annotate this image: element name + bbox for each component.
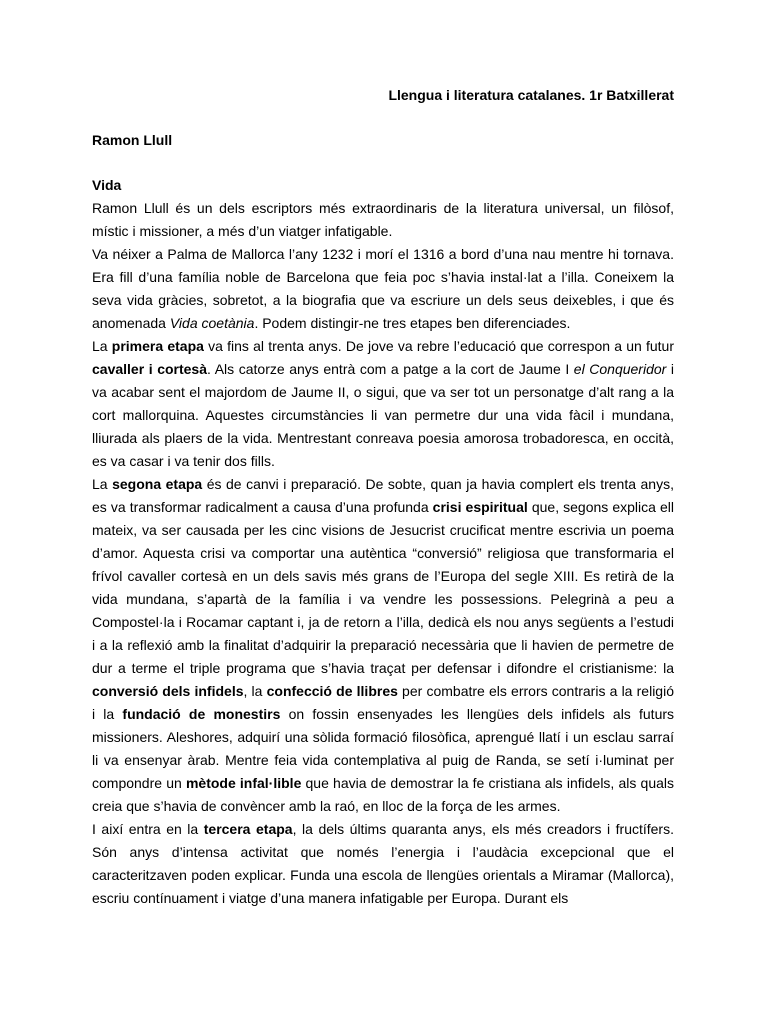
bold-term: tercera etapa bbox=[203, 821, 293, 837]
text-run: I així entra en la bbox=[92, 821, 204, 837]
paragraph bbox=[92, 818, 674, 910]
text-run: Ramon Llull és un dels escriptors més extraordinaris de la literatura universal, un filòsof, místic i missioner, a més d’un viatger infatigable. bbox=[92, 200, 674, 239]
paragraph bbox=[92, 473, 674, 818]
text-run: . Als catorze anys entrà com a patge a la cort de Jaume I bbox=[207, 361, 574, 377]
text-run: Va néixer a Palma de Mallorca l’any 1232 i morí el 1316 a bord d’una nau mentre hi tornava. Era fill d’una família noble de Barcelona que feia poc s’havia instal·lat a l’illa. Coneixem la seva vida gràcies, sobretot, a la biografia que va escriure un dels seus deixebles, i que és anomenada bbox=[92, 246, 674, 331]
text-run: on fossin ensenyades les llengües dels infidels als futurs missioners. Aleshores, adquirí una sòlida formació filosòfica, aprengué llatí i un esclau sarraí li va ensenyar àrab. Mentre feia vida contemplativa al puig de Randa, se setí i·luminat per compondre un bbox=[92, 706, 675, 791]
course-header: Llengua i literatura catalanes. 1r Batxillerat bbox=[388, 87, 674, 103]
document-page bbox=[92, 84, 674, 910]
text-run: va fins al trenta anys. De jove va rebre l’educació que correspon a un futur bbox=[203, 338, 674, 354]
text-run: La bbox=[92, 476, 113, 492]
bold-term: segona etapa bbox=[112, 476, 203, 492]
author-title: Ramon Llull bbox=[92, 132, 173, 148]
bold-term: mètode infal·lible bbox=[185, 775, 302, 791]
bold-term: primera etapa bbox=[111, 338, 204, 354]
section-title-vida: Vida bbox=[92, 177, 122, 193]
text-run: La bbox=[92, 338, 112, 354]
text-run: i va acabar sent el majordom de Jaume II, o sigui, que va ser tot un personatge d’alt rang a la cort mallorquina. Aquestes circumstàncies li van permetre dur una vida fàcil i mundana, lliurada als plaers de la vida. Mentrestant conreava poesia amorosa trobadoresca, en occità, es va casar i va tenir dos fills. bbox=[92, 361, 675, 469]
text-run: , la bbox=[243, 683, 267, 699]
italic-term: Vida coetània bbox=[169, 315, 255, 331]
text-run: que havia de demostrar la fe cristiana als infidels, als quals creia que s’havia de convèncer amb la raó, en lloc de la força de les armes. bbox=[92, 775, 675, 814]
text-run: que, segons explica ell mateix, va ser causada per les cinc visions de Jesucrist crucificat mentre escrivia un poema d’amor. Aquesta crisi va comportar una autèntica “conversió” religiosa que transformaria el frívol cavaller cortesà en un dels savis més grans de l’Europa del segle XIII. Es retirà de la vida mundana, s’apartà de la família i va vendre les possessions. Pelegrinà a peu a Compostel·la i Rocamar captant i, ja de retorn a l’illa, dedicà els nou anys següents a l’estudi i a la reflexió amb la finalitat d’adquirir la preparació necessària que li havien de permetre de dur a terme el triple programa que s’havia traçat per defensar i difondre el cristianisme: la bbox=[92, 499, 675, 676]
paragraph bbox=[92, 197, 674, 243]
bold-term: crisi espiritual bbox=[432, 499, 528, 515]
text-run: és de canvi i preparació. De sobte, quan ja havia complert els trenta anys, es va transformar radicalment a causa d’una profunda bbox=[92, 476, 674, 515]
text-run: . Podem distingir-ne tres etapes ben diferenciades. bbox=[254, 315, 571, 331]
italic-term: el Conqueridor bbox=[573, 361, 667, 377]
bold-term: fundació de monestirs bbox=[122, 706, 281, 722]
paragraph bbox=[92, 335, 674, 473]
paragraph bbox=[92, 243, 674, 335]
bold-term: confecció de llibres bbox=[266, 683, 398, 699]
bold-term: conversió dels infidels bbox=[92, 683, 244, 699]
bold-term: cavaller i cortesà bbox=[92, 361, 208, 377]
body-text bbox=[92, 197, 674, 910]
text-run: , la dels últims quaranta anys, els més creadors i fructífers. Són anys d’intensa activitat que només l’energia i l’audàcia excepcional que el caracteritzaven poden explicar. Funda una escola de llengües orientals a Miramar (Mallorca), escriu contínuament i viatge d’una manera infatigable per Europa. Durant els bbox=[92, 821, 674, 906]
text-run: per combatre els errors contraris a la religió i la bbox=[92, 683, 674, 722]
